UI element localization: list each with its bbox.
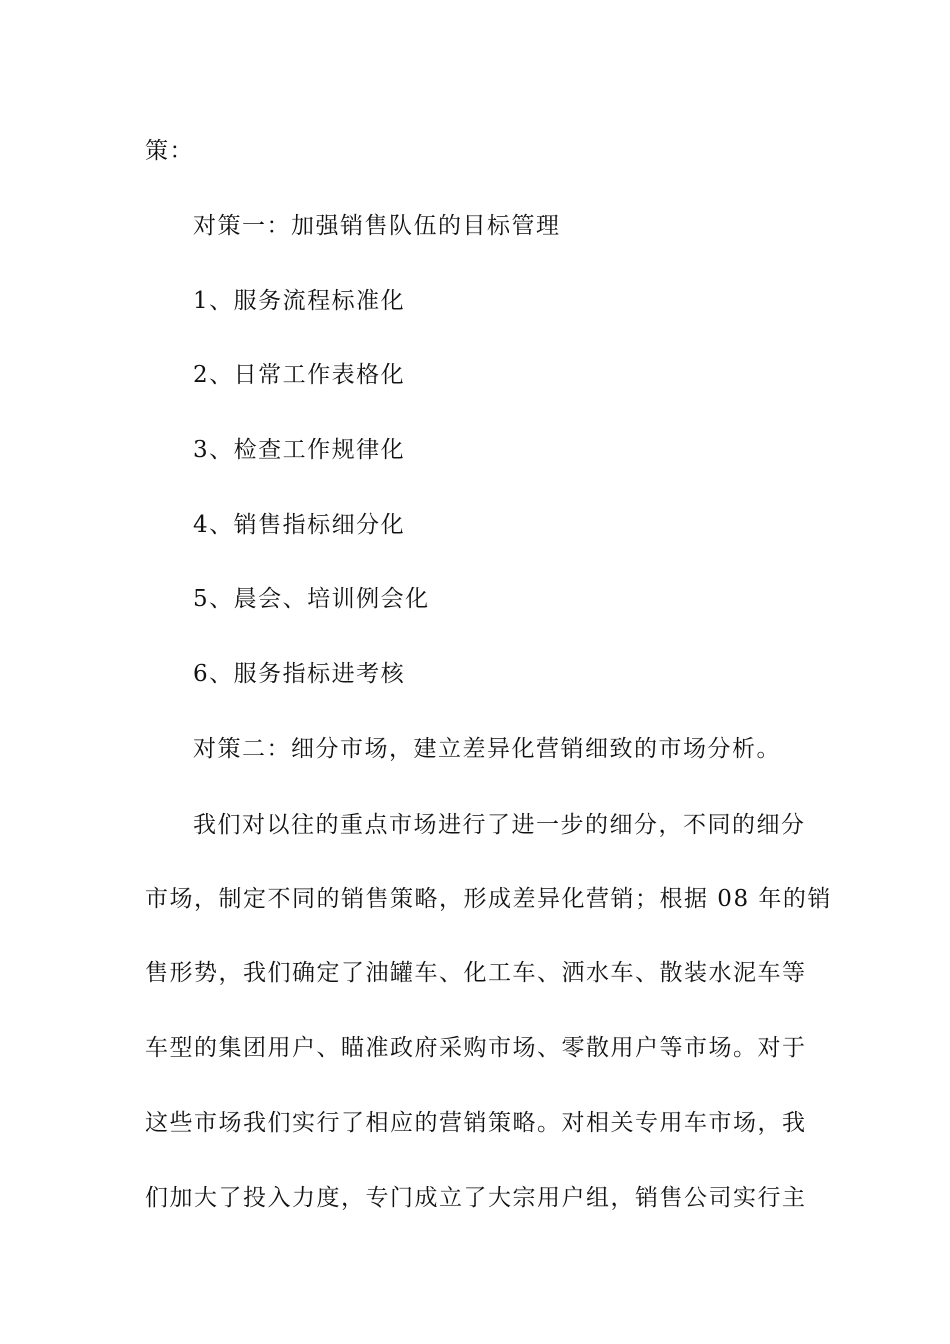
paragraph-line-4: 车型的集团用户、瞄准政府采购市场、零散用户等市场。对于: [145, 1035, 807, 1061]
paragraph-line-1: 我们对以往的重点市场进行了进一步的细分，不同的细分: [193, 812, 806, 838]
list-item-4: 4、销售指标细分化: [193, 512, 406, 538]
paragraph-line-5: 这些市场我们实行了相应的营销策略。对相关专用车市场，我: [145, 1110, 807, 1136]
list-item-5: 5、晨会、培训例会化: [193, 586, 430, 612]
list-item-1: 1、服务流程标准化: [193, 288, 406, 314]
paragraph-line-2: 市场，制定不同的销售策略，形成差异化营销；根据 08 年的销: [145, 886, 832, 912]
list-item-3: 3、检查工作规律化: [193, 437, 406, 463]
heading-strategy-one: 对策一：加强销售队伍的目标管理: [193, 213, 561, 239]
text-line-ce: 策：: [145, 138, 194, 164]
paragraph-line-3: 售形势，我们确定了油罐车、化工车、洒水车、散装水泥车等: [145, 960, 807, 986]
list-item-2: 2、日常工作表格化: [193, 362, 406, 388]
paragraph-line-6: 们加大了投入力度，专门成立了大宗用户组，销售公司实行主: [145, 1185, 807, 1211]
list-item-6: 6、服务指标进考核: [193, 661, 406, 687]
heading-strategy-two: 对策二：细分市场，建立差异化营销细致的市场分析。: [193, 736, 781, 762]
